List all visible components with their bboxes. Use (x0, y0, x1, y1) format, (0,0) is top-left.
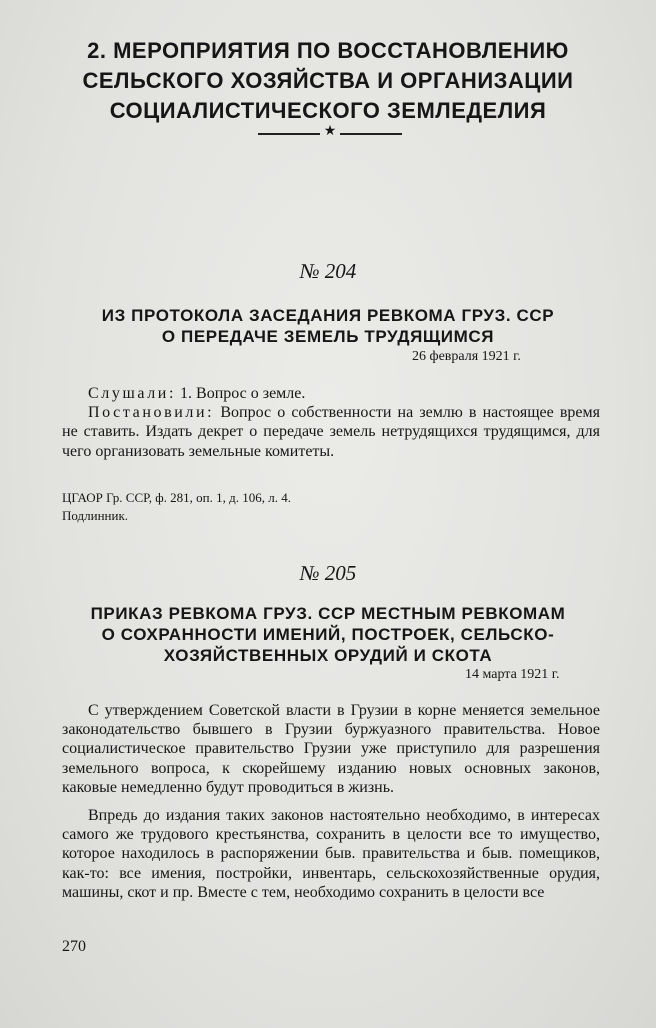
doc-204-date: 26 февраля 1921 г. (412, 349, 521, 364)
resolved-label: Постановили: (88, 404, 215, 422)
star-icon: ★ (323, 124, 337, 139)
title-ornament (258, 124, 402, 139)
doc-204-number: № 204 (299, 259, 357, 283)
ornament-line-left (258, 133, 320, 135)
section-title (40, 36, 616, 126)
doc-204-title-line-2: О ПЕРЕДАЧЕ ЗЕМЕЛЬ ТРУДЯЩИМСЯ (161, 327, 495, 346)
doc-204-title (50, 305, 606, 347)
page-number: 270 (62, 938, 86, 955)
heard-paragraph (62, 384, 600, 403)
archive-reference: ЦГАОР Гр. ССР, ф. 281, оп. 1, д. 106, л. 4. (62, 490, 291, 505)
resolved-paragraph (62, 403, 600, 461)
authenticity-note: Подлинник. (62, 508, 129, 523)
doc-205-body (62, 701, 600, 902)
doc-205-title-line-3: ХОЗЯЙСТВЕННЫХ ОРУДИЙ И СКОТА (163, 646, 493, 665)
doc-204-source (62, 489, 291, 525)
section-title-line-2: СЕЛЬСКОГО ХОЗЯЙСТВА И ОРГАНИЗАЦИИ (82, 68, 574, 93)
doc-204-body (62, 384, 600, 461)
section-title-line-3: СОЦИАЛИСТИЧЕСКОГО ЗЕМЛЕДЕЛИЯ (109, 98, 547, 123)
doc-205-paragraph-1: С утверждением Советской власти в Грузии в корне меняется земельное законодательство бывшего в Грузии буржуазного правительства. Новое социалистическое правительство Грузии уже приступило для разрешения земельного вопроса, к скорейшему изданию новых основных законов, каковые немедленно будут проводиться в жизнь. (62, 702, 600, 796)
doc-205-title (40, 603, 616, 666)
heard-label: Слушали: (88, 385, 177, 402)
doc-205-number: № 205 (299, 561, 357, 585)
doc-205-paragraph-2: Впредь до издания таких законов настоятельно необходимо, в интересах самого же трудового крестьянства, сохранить в целости все то имущество, которое находилось в распоряжении быв. правительства и быв. помещиков, как-то: все имения, постройки, инвентарь, сельскохозяйственные орудия, машины, скот и пр. Вместе с тем, необходимо сохранить в целости все (62, 807, 600, 901)
heard-text: 1. Вопрос о земле. (176, 385, 306, 402)
doc-204-title-line-1: ИЗ ПРОТОКОЛА ЗАСЕДАНИЯ РЕВКОМА ГРУЗ. ССР (101, 306, 555, 325)
doc-205-date: 14 марта 1921 г. (465, 667, 560, 682)
section-title-line-1: 2. МЕРОПРИЯТИЯ ПО ВОССТАНОВЛЕНИЮ (87, 38, 569, 63)
resolved-text: Вопрос о собственности на землю в настоящее время не ставить. Издать декрет о передаче земель нетрудящихся трудящимся, для чего организовать земельные комитеты. (62, 404, 600, 460)
ornament-line-right (340, 133, 402, 135)
doc-205-title-line-1: ПРИКАЗ РЕВКОМА ГРУЗ. ССР МЕСТНЫМ РЕВКОМАМ (90, 604, 566, 623)
doc-205-title-line-2: О СОХРАННОСТИ ИМЕНИЙ, ПОСТРОЕК, СЕЛЬСКО- (101, 625, 555, 644)
